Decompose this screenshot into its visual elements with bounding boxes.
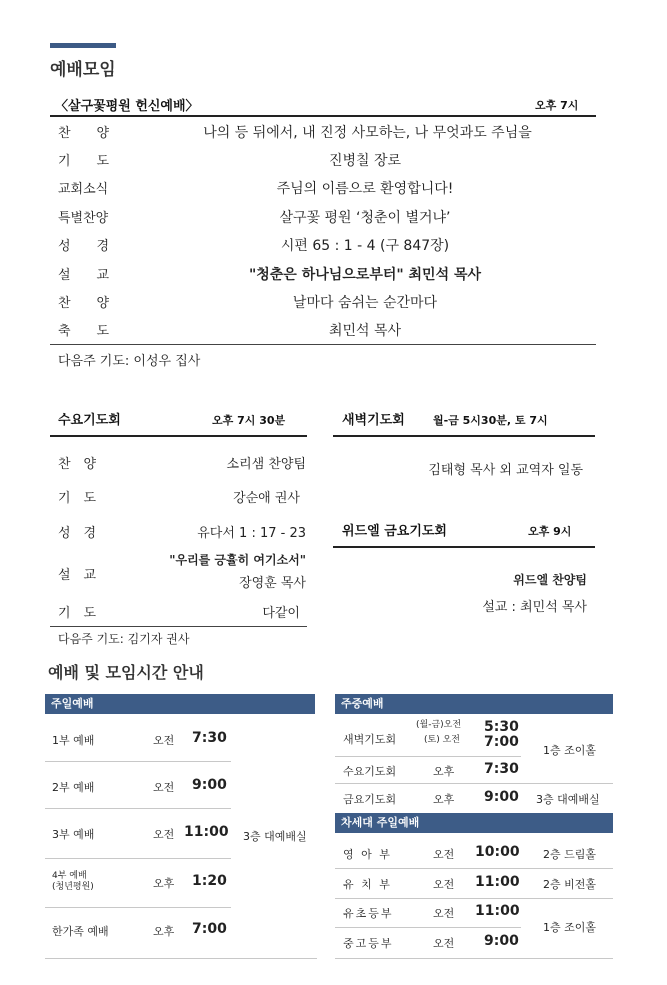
divider: [333, 435, 595, 437]
divider: [50, 626, 307, 627]
divider: [335, 868, 613, 869]
schedule-place: 1층 조이홀: [543, 921, 596, 934]
schedule-time: 9:00: [192, 777, 227, 793]
schedule-name: 새벽기도회: [343, 733, 397, 746]
wed-label: 찬 양: [58, 457, 97, 472]
wed-value: 강순애 권사: [233, 491, 300, 506]
order-label: 찬 양: [58, 126, 110, 141]
schedule-ampm: 오전: [433, 848, 455, 861]
page-title: 예배모임: [50, 60, 116, 80]
title-accent-bar: [50, 43, 116, 48]
next-gen-header: 차세대 주일예배: [335, 813, 613, 833]
schedule-name: 영 아 부: [343, 848, 392, 861]
schedule-time: 11:00: [475, 903, 520, 919]
schedule-name: (청년평원): [52, 882, 94, 892]
schedule-ampm: 오후: [433, 793, 455, 806]
sunday-service-time: 오후 7시: [535, 99, 579, 112]
sunday-next-prayer: 다음주 기도: 이성우 집사: [58, 354, 201, 369]
wednesday-next-prayer: 다음주 기도: 김기자 권사: [58, 632, 190, 646]
divider: [335, 927, 521, 928]
friday-title: 위드엘 금요기도회: [342, 524, 447, 539]
schedule-name: 1부 예배: [52, 734, 95, 747]
order-label: 교회소식: [58, 182, 109, 197]
order-value: "청춘은 하나님으로부터" 최민석 목사: [248, 267, 482, 283]
schedule-time: 9:00: [484, 789, 519, 805]
order-value: 진병칠 장로: [328, 153, 402, 169]
divider: [45, 808, 231, 809]
divider: [335, 898, 613, 899]
order-label: 특별찬양: [58, 211, 109, 226]
friday-team: 위드엘 찬양팀: [513, 573, 587, 587]
schedule-name: 수요기도회: [343, 765, 397, 778]
schedule-name: 4부 예배: [52, 871, 87, 881]
schedule-title: 예배 및 모임시간 안내: [48, 663, 204, 682]
wed-value: 장영훈 목사: [239, 576, 306, 591]
schedule-place: 2층 드림홀: [543, 848, 596, 861]
wed-value: "우리를 긍휼히 여기소서": [169, 553, 306, 567]
dawn-title: 새벽기도회: [342, 413, 405, 428]
divider: [335, 958, 613, 959]
schedule-ampm: (토) 오전: [424, 735, 460, 745]
schedule-ampm: 오전: [433, 878, 455, 891]
divider: [335, 756, 521, 757]
schedule-place: 1층 조이홀: [543, 744, 596, 757]
schedule-time: 7:30: [192, 730, 227, 746]
dawn-time: 월-금 5시30분, 토 7시: [433, 414, 548, 427]
order-label: 설 교: [58, 268, 110, 283]
schedule-place: 2층 비전홀: [543, 878, 596, 891]
schedule-name: 유초등부: [343, 907, 394, 920]
order-value: 최민석 목사: [328, 323, 402, 339]
schedule-time: 9:00: [484, 933, 519, 949]
schedule-ampm: 오전: [153, 781, 175, 794]
wed-label: 기 도: [58, 606, 97, 621]
schedule-time: 7:00: [192, 921, 227, 937]
schedule-ampm: 오후: [433, 765, 455, 778]
divider: [50, 344, 596, 345]
wed-label: 설 교: [58, 568, 97, 583]
schedule-name: 중고등부: [343, 937, 394, 950]
divider: [335, 783, 613, 784]
schedule-time: 5:30: [484, 719, 519, 735]
wednesday-time: 오후 7시 30분: [212, 414, 286, 427]
schedule-time: 7:00: [484, 734, 519, 750]
sunday-place: 3층 대예배실: [243, 830, 307, 843]
friday-time: 오후 9시: [528, 525, 572, 538]
schedule-ampm: (월-금)오전: [416, 720, 462, 730]
order-label: 찬 양: [58, 296, 110, 311]
weekday-schedule-header: 주중예배: [335, 694, 613, 714]
divider: [45, 761, 231, 762]
friday-preacher: 설교 : 최민석 목사: [482, 600, 587, 615]
schedule-ampm: 오전: [153, 734, 175, 747]
wed-value: 소리샘 찬양팀: [226, 457, 306, 472]
schedule-name: 금요기도회: [343, 793, 397, 806]
order-label: 축 도: [58, 324, 110, 339]
schedule-time: 1:20: [192, 873, 227, 889]
schedule-time: 10:00: [475, 844, 520, 860]
schedule-ampm: 오후: [153, 877, 175, 890]
schedule-ampm: 오전: [433, 907, 455, 920]
divider: [45, 858, 231, 859]
sunday-service-title: 〈살구꽃평원 헌신예배〉: [55, 99, 199, 114]
divider: [45, 907, 231, 908]
order-value: 날마다 숨쉬는 순간마다: [292, 295, 438, 311]
schedule-ampm: 오전: [153, 828, 175, 841]
divider: [50, 115, 596, 117]
schedule-ampm: 오전: [433, 937, 455, 950]
sunday-schedule-header: 주일예배: [45, 694, 315, 714]
wed-label: 기 도: [58, 491, 97, 506]
schedule-name: 3부 예배: [52, 828, 95, 841]
schedule-name: 2부 예배: [52, 781, 95, 794]
wed-label: 성 경: [58, 526, 97, 541]
divider: [45, 958, 317, 959]
schedule-place: 3층 대예배실: [536, 793, 600, 806]
schedule-time: 7:30: [484, 761, 519, 777]
schedule-ampm: 오후: [153, 925, 175, 938]
wed-value: 다같이: [262, 606, 300, 621]
divider: [50, 435, 307, 437]
wed-value: 유다서 1 : 17 - 23: [197, 526, 306, 541]
order-label: 성 경: [58, 239, 110, 254]
schedule-time: 11:00: [475, 874, 520, 890]
order-value: 주님의 이름으로 환영합니다!: [276, 181, 454, 197]
schedule-time: 11:00: [184, 824, 229, 840]
order-label: 기 도: [58, 154, 110, 169]
schedule-name: 한가족 예배: [52, 925, 109, 938]
order-value: 살구꽃 평원 ‘청춘이 별거냐’: [279, 210, 451, 226]
divider: [333, 546, 595, 548]
dawn-leader: 김태형 목사 외 교역자 일동: [428, 463, 583, 478]
schedule-name: 유 치 부: [343, 878, 392, 891]
wednesday-title: 수요기도회: [58, 413, 121, 428]
order-value: 시편 65 : 1 - 4 (구 847장): [280, 238, 450, 254]
order-value: 나의 등 뒤에서, 내 진정 사모하는, 나 무엇과도 주님을: [203, 125, 532, 141]
